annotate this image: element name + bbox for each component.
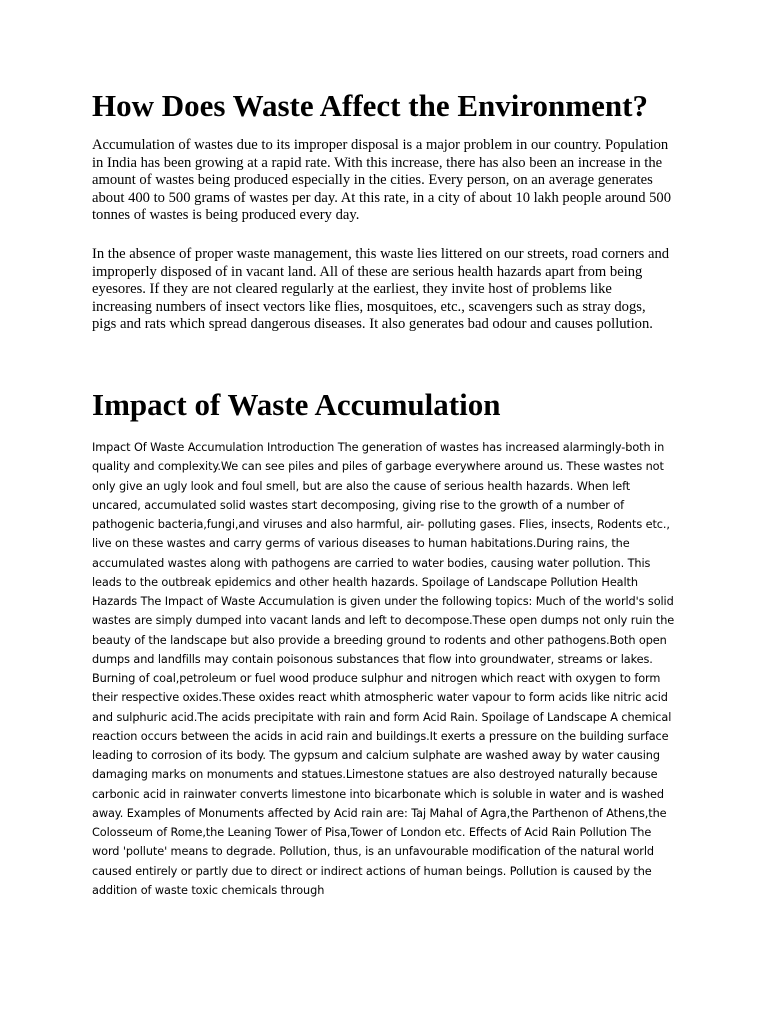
section-title-impact: Impact of Waste Accumulation [92,387,501,422]
paragraph-impact-body: Impact Of Waste Accumulation Introduction The generation of wastes has increased alarmingly-both in quality and complexity.We can see piles and piles of garbage everywhere around us. These wastes not only give an ugly look and foul smell, but are also the cause of serious health hazards. When left uncared, accumulated solid wastes start decomposing, giving rise to the growth of a number of pathogenic bacteria,fungi,and viruses and also harmful, air- polluting gases. Flies, insects, Rodents etc., live on these wastes and carry germs of various diseases to human habitations.During rains, the accumulated wastes along with pathogens are carried to water bodies, causing water pollution. This leads to the outbreak epidemics and other health hazards. Spoilage of Landscape Pollution Health Hazards The Impact of Waste Accumulation is given under the following topics: Much of the world's solid wastes are simply dumped into vacant lands and left to decompose.These open dumps not only ruin the beauty of the landscape but also provide a breeding ground to rodents and other pathogens.Both open dumps and landfills may contain poisonous substances that flow into groundwater, streams or lakes. Burning of coal,petroleum or fuel wood produce sulphur and nitrogen which react with oxygen to form their respective oxides.These oxides react whith atmospheric water vapour to form acids like nitric acid and sulphuric acid.The acids precipitate with rain and form Acid Rain. Spoilage of Landscape A chemical reaction occurs between the acids in acid rain and buildings.It exerts a pressure on the building surface leading to corrosion of its body. The gypsum and calcium sulphate are washed away by water causing damaging marks on monuments and statues.Limestone statues are also destroyed naturally because carbonic acid in rainwater converts limestone into bicarbonate which is soluble in water and is washed away. Examples of Monuments affected by Acid rain are: Taj Mahal of Agra,the Parthenon of Athens,the Colosseum of Rome,the Leaning Tower of Pisa,Tower of London etc. Effects of Acid Rain Pollution The word 'pollute' means to degrade. Pollution, thus, is an unfavourable modification of the natural world caused entirely or partly due to direct or indirect actions of human beings. Pollution is caused by the addition of waste toxic chemicals through [92,441,675,897]
paragraph-waste-management: In the absence of proper waste management, this waste lies littered on our streets, road corners and improperly disposed of in vacant land. All of these are serious health hazards apart from being eyesores. If they are not cleared regularly at the earliest, they invite host of problems like increasing numbers of insect vectors like flies, mosquitoes, etc., scavengers such as stray dogs, pigs and rats which spread dangerous diseases. It also generates bad odour and causes pollution. [92,246,670,333]
paragraph-accumulation: Accumulation of wastes due to its improper disposal is a major problem in our country. Population in India has been growing at a rapid rate. With this increase, there has also been an increase in the amount of wastes being produced especially in the cities. Every person, on an average generates about 400 to 500 grams of wastes per day. At this rate, in a city of about 10 lakh people around 500 tonnes of wastes is being produced every day. [92,137,672,224]
section-title-waste-environment: How Does Waste Affect the Environment? [92,88,648,123]
